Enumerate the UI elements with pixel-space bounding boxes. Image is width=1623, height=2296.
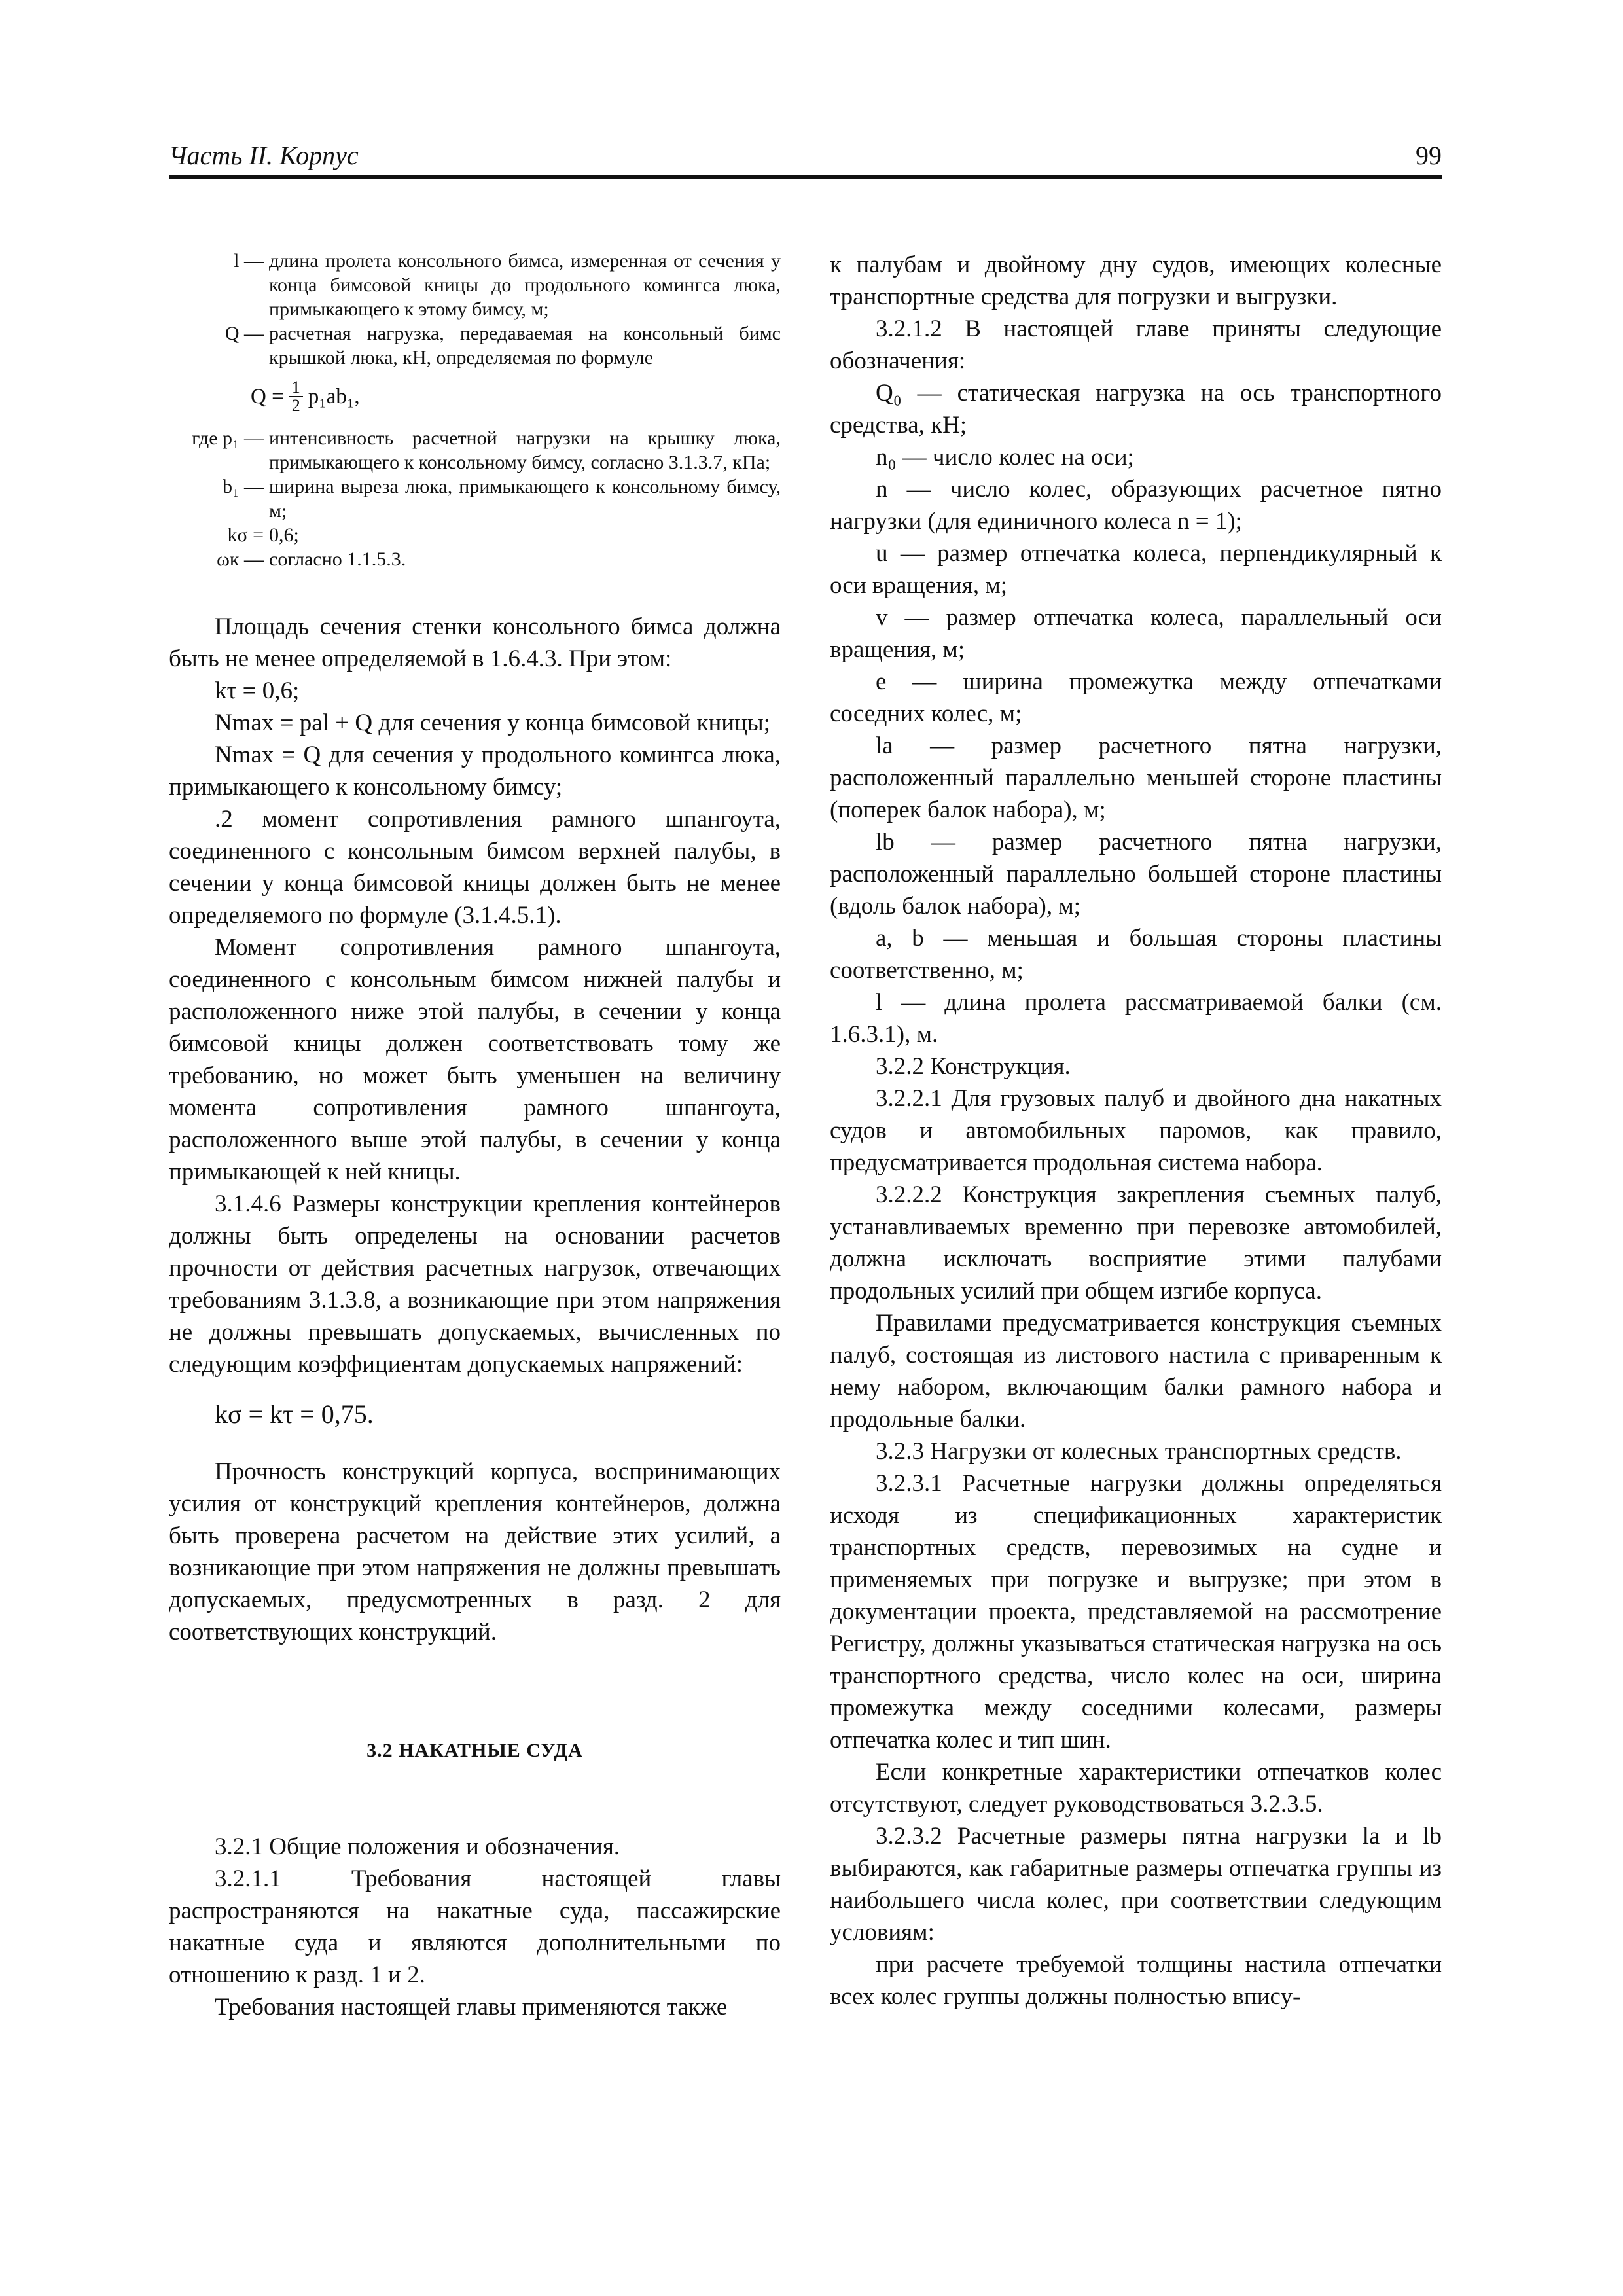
paragraph: .2 момент сопротивления рамного шпангоута, соединенного с консольным бимсом верхней палубы, в сечении у конца бимсовой кницы должен быть не менее определяемого по формуле (3.1.4.5.1). [169,806,781,929]
definition-text: интенсивность расчетной нагрузки на крышку люка, примыкающего к консольному бимсу, согласно 3.1.3.7, кПа; [269,427,781,473]
formula-lhs: Q = [251,384,284,408]
subsection-heading: 3.2.3 Нагрузки от колесных транспортных средств. [876,1438,1402,1465]
formula-q [169,379,781,414]
definition-row [169,547,781,571]
definition-list-2 [169,426,781,571]
paragraph: 3.2.2.1 Для грузовых палуб и двойного дна накатных судов и автомобильных паромов, как правило, предусматривается продольная система набора. [830,1085,1442,1176]
right-column [830,249,1442,2013]
paragraph: 3.2.3.1 Расчетные нагрузки должны определяться исходя из спецификационных характеристик транспортных средств, перевозимых на судне и применяемых при погрузке и выгрузке; при этом в документации проекта, представляемой на рассмотрение Регистру, должны указываться статическая нагрузка на ось транспортного средства, число колес на оси, ширина промежутка между соседними колесами, размеры отпечатка колес и тип шин. [830,1470,1442,1753]
paragraph: a, b — меньшая и большая стороны пластины соответственно, м; [830,925,1442,984]
definition-list [169,249,781,370]
definition-text: расчетная нагрузка, передаваемая на консольный бимс крышкой люка, кН, определяемая по формуле [269,323,781,368]
paragraph: Q₀ — статическая нагрузка на ось транспортного средства, кН; [830,380,1442,439]
paragraph: v — размер отпечатка колеса, параллельный оси вращения, м; [830,604,1442,663]
paragraph: l — длина пролета рассматриваемой балки (см. 1.6.3.1), м. [830,989,1442,1048]
paragraph: 3.2.1.1 Требования настоящей главы распространяются на накатные суда, пассажирские накатные суда и являются дополнительными по отношению к разд. 1 и 2. [169,1865,781,1988]
subsection-heading: 3.2.1 Общие положения и обозначения. [215,1833,620,1860]
paragraph: 3.2.3.2 Расчетные размеры пятна нагрузки la и lb выбираются, как габаритные размеры отпечатка группы из наибольшего числа колес, при соответствии следующим условиям: [830,1823,1442,1946]
definition-symbol: l — [234,250,264,272]
paragraph: к палубам и двойному дну судов, имеющих колесные транспортные средства для погрузки и выгрузки. [830,251,1442,310]
running-title: Часть II. Корпус [169,141,359,170]
page-number: 99 [1416,141,1442,170]
section-heading: 3.2 НАКАТНЫЕ СУДА [366,1740,583,1761]
fraction-numerator: 1 [289,379,303,397]
paragraph: 3.2.2.2 Конструкция закрепления съемных палуб, устанавливаемых временно при перевозке автомобилей, должна исключать восприятие этими палубами продольных усилий при общем изгибе корпуса. [830,1181,1442,1304]
formula-fraction [289,379,303,414]
header-rule [169,175,1442,179]
page-header [169,140,1442,175]
paragraph: Требования настоящей главы применяются также [215,1994,728,2020]
definition-text: ширина выреза люка, примыкающего к консольному бимсу, м; [269,476,781,522]
paragraph: Прочность конструкций корпуса, воспринимающих усилия от конструкций крепления контейнеров, должна быть проверена расчетом на действие этих усилий, а возникающие при этом напряжения не должны превышать допускаемых, предусмотренных в разд. 2 для соответствующих конструкций. [169,1458,781,1645]
definition-symbol: ωк — [217,548,264,570]
paragraph: u — размер отпечатка колеса, перпендикулярный к оси вращения, м; [830,540,1442,599]
paragraph: kτ = 0,6; [215,677,300,704]
definition-row [169,321,781,370]
paragraph: Момент сопротивления рамного шпангоута, соединенного с консольным бимсом нижней палубы и расположенного ниже этой палубы, в сечении у конца бимсовой кницы должен соответствовать тому же требованию, но может быть уменьшен на величину момента сопротивления рамного шпангоута, расположенного выше этой палубы, в сечении у конца примыкающей к ней кницы. [169,934,781,1185]
definition-row [169,523,781,547]
paragraph: Площадь сечения стенки консольного бимса должна быть не менее определяемой в 1.6.4.3. При этом: [169,613,781,672]
paragraph: Nmax = pal + Q для сечения у конца бимсовой кницы; [215,709,771,736]
paragraph: 3.2.1.2 В настоящей главе приняты следующие обозначения: [830,315,1442,374]
definition-text: длина пролета консольного бимса, измеренная от сечения у конца бимсовой кницы до продольного комингса люка, примыкающего к этому бимсу, м; [269,250,781,320]
paragraph: 3.1.4.6 Размеры конструкции крепления контейнеров должны быть определены на основании расчетов прочности от действия расчетных нагрузок, отвечающих требованиям 3.1.3.8, а возникающие при этом напряжения не должны превышать допускаемых, вычисленных по следующим коэффициентам допускаемых напряжений: [169,1191,781,1378]
paragraph: Правилами предусматривается конструкция съемных палуб, состоящая из листового настила с приваренным к нему набором, включающим балки рамного набора и продольные балки. [830,1310,1442,1433]
definition-symbol: где p₁ — [192,427,264,449]
definition-text: 0,6; [269,524,299,546]
left-column [169,249,781,2023]
formula-rhs: p₁ab₁, [308,384,360,408]
paragraph: n — число колес, образующих расчетное пятно нагрузки (для единичного колеса n = 1); [830,476,1442,535]
subsection-heading: 3.2.2 Конструкция. [876,1053,1071,1080]
definition-symbol: Q — [224,323,264,344]
paragraph: e — ширина промежутка между отпечатками соседних колес, м; [830,668,1442,727]
paragraph: la — размер расчетного пятна нагрузки, расположенный параллельно меньшей стороне пластины (поперек балок набора), м; [830,732,1442,823]
paragraph: n₀ — число колес на оси; [876,444,1134,471]
paragraph: Если конкретные характеристики отпечатков колес отсутствуют, следует руководствоваться 3.2.3.5. [830,1759,1442,1818]
definition-row [169,475,781,523]
formula-k: kσ = kτ = 0,75. [215,1399,374,1429]
definition-symbol: kσ = [227,524,264,546]
fraction-denominator: 2 [291,396,300,415]
paragraph: при расчете требуемой толщины настила отпечатки всех колес группы должны полностью впису- [830,1951,1442,2010]
definition-row [169,426,781,475]
paragraph: lb — размер расчетного пятна нагрузки, расположенный параллельно большей стороне пластины (вдоль балок набора), м; [830,829,1442,920]
definition-text: согласно 1.1.5.3. [269,548,406,570]
paragraph: Nmax = Q для сечения у продольного комингса люка, примыкающего к консольному бимсу; [169,742,781,800]
definition-symbol: b₁ — [223,476,264,497]
definition-row [169,249,781,321]
